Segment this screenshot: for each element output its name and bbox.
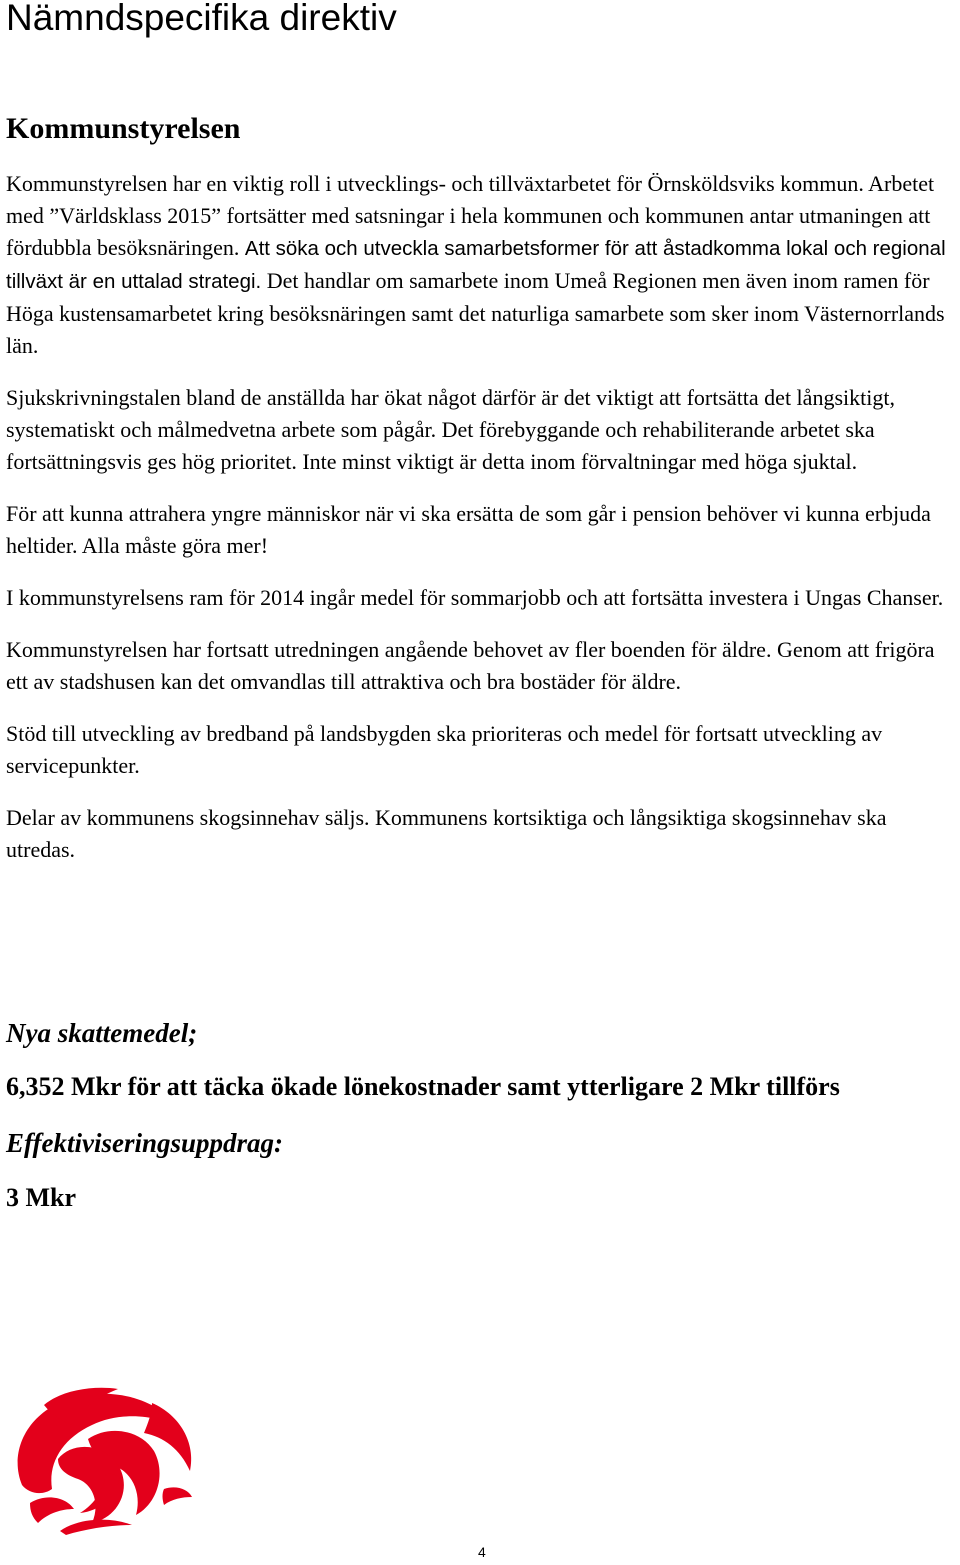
paragraph-5: Kommunstyrelsen har fortsatt utredningen angående behovet av fler boenden för äldre. Genom att frigöra ett av stadshusen kan det omvandlas till attraktiva och bra bostäder för äldre. bbox=[6, 637, 935, 694]
new-tax-heading: Nya skattemedel; bbox=[6, 1018, 198, 1048]
efficiency-heading: Effektiviseringsuppdrag: bbox=[6, 1128, 284, 1158]
paragraph-1-strategy: Att söka och utveckla samarbetsformer för att åstadkomma lokal och regional tillväxt är en uttalad strategi. bbox=[6, 237, 946, 293]
page-title: Nämndspecifika direktiv bbox=[6, 0, 397, 38]
body-text bbox=[6, 168, 960, 886]
paragraph-4: I kommunstyrelsens ram för 2014 ingår medel för sommarjobb och att fortsätta investera i Ungas Chanser. bbox=[6, 585, 944, 610]
paragraph-1 bbox=[6, 168, 960, 362]
rose-logo-icon bbox=[0, 1385, 230, 1535]
party-logo bbox=[0, 1385, 960, 1535]
paragraph-6: Stöd till utveckling av bredband på landsbygden ska prioriteras och medel för fortsatt utveckling av servicepunkter. bbox=[6, 721, 883, 778]
paragraph-7: Delar av kommunens skogsinnehav säljs. Kommunens kortsiktiga och långsiktiga skogsinnehav ska utredas. bbox=[6, 805, 887, 862]
paragraph-2: Sjukskrivningstalen bland de anställda har ökat något därför är det viktigt att fortsätta det långsiktigt, systematiskt och målmedvetna arbete som pågår. Det förebyggande och rehabiliterande arbetet ska fortsättningsvis ges hög prioritet. Inte minst viktigt är detta inom förvaltningar med höga sjuktal. bbox=[6, 385, 895, 474]
efficiency-text: 3 Mkr bbox=[6, 1183, 77, 1212]
paragraph-3: För att kunna attrahera yngre människor när vi ska ersätta de som går i pension behöver vi kunna erbjuda heltider. Alla måste göra mer! bbox=[6, 501, 931, 558]
paragraph-1-intro: Kommunstyrelsen har en viktig roll i utvecklings- och tillväxtarbetet för Örnsköldsviks kommun. Arbetet med ”Världsklass 2015” fortsätter med satsningar i hela kommunen och kommunen antar utmaningen att fördubbla besöksnäringen. bbox=[6, 171, 935, 260]
paragraph-1-cooperation: Det handlar om samarbete inom Umeå Regionen men även inom ramen för Höga kustensamarbetet kring besöksnäringen samt det naturliga samarbete som sker inom Västernorrlands län. bbox=[6, 268, 945, 358]
section-heading: Kommunstyrelsen bbox=[6, 112, 241, 145]
page-number: 4 bbox=[478, 1544, 486, 1560]
new-tax-text: 6,352 Mkr för att täcka ökade lönekostnader samt ytterligare 2 Mkr tillförs bbox=[6, 1072, 840, 1101]
